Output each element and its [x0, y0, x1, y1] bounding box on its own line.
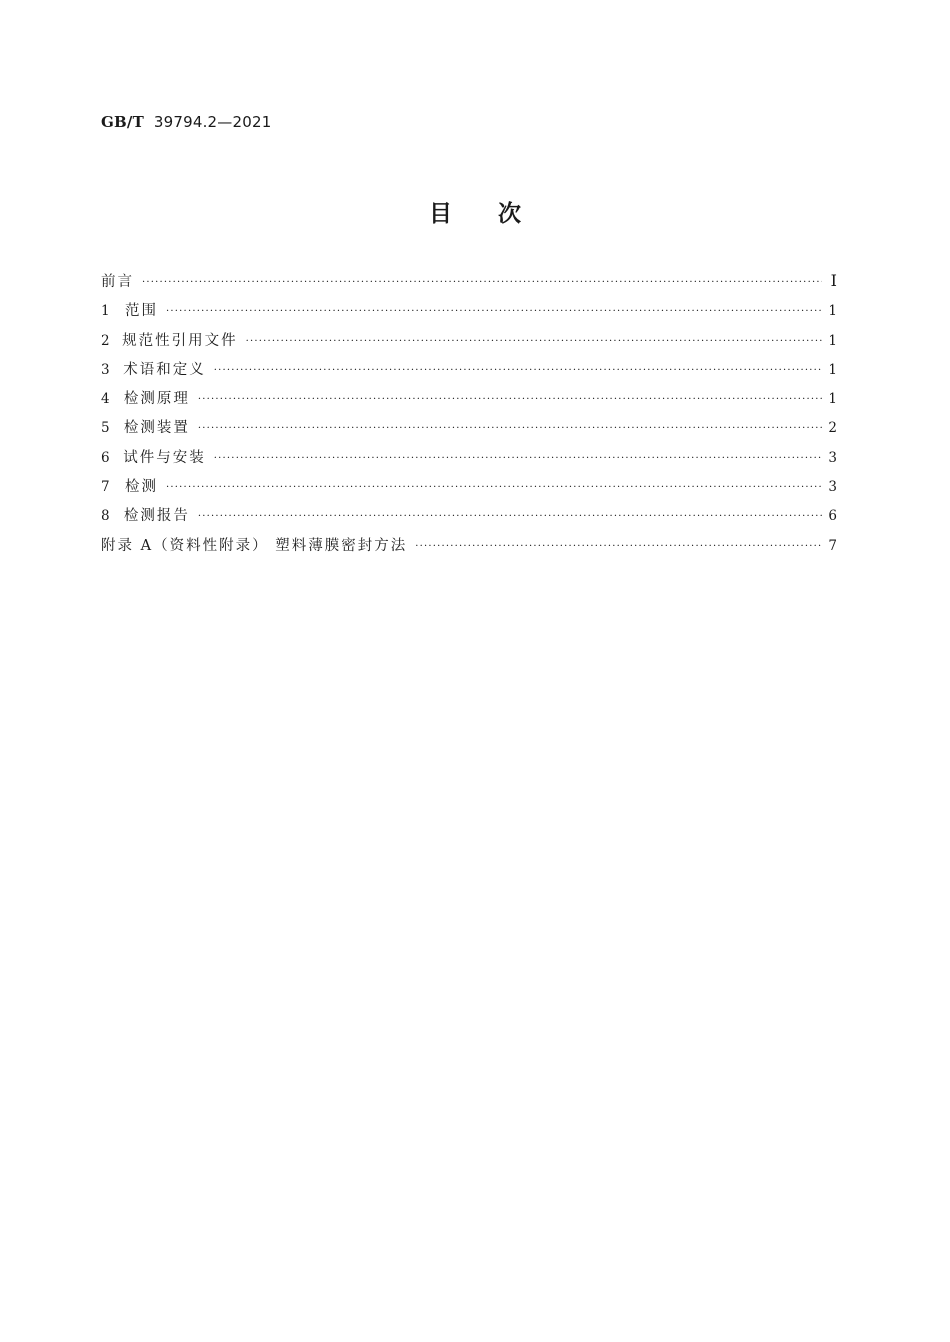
toc-page-number: 7 [828, 537, 837, 554]
toc-leader-dots [198, 511, 822, 522]
toc-row-1[interactable] [101, 299, 837, 328]
toc-section-number: 6 [101, 449, 110, 466]
toc-section-number: 2 [101, 332, 110, 349]
toc-page-number: 3 [828, 449, 837, 466]
toc-page-number: Ⅰ [830, 271, 837, 290]
toc-leader-dots [166, 482, 822, 493]
toc-section-number: 8 [101, 508, 110, 525]
toc-page-number: 1 [828, 332, 837, 349]
toc-row-3[interactable] [101, 358, 837, 387]
toc-leader-dots [214, 365, 822, 376]
toc-page-number: 1 [828, 391, 837, 408]
toc-section-number: 3 [101, 361, 110, 378]
toc-page-number: 2 [828, 420, 837, 437]
toc-row-7[interactable] [101, 475, 837, 504]
toc-row-6[interactable] [101, 446, 837, 475]
toc-section-number: 7 [101, 479, 110, 496]
toc-label: 术语和定义 [123, 361, 206, 378]
toc-page-number: 3 [828, 479, 837, 496]
toc-label: 检测报告 [123, 508, 190, 525]
page-title: 目次 [429, 201, 567, 227]
toc-label: 范围 [125, 303, 159, 320]
toc-page-number: 6 [828, 508, 837, 525]
table-of-contents [101, 270, 837, 563]
toc-page-number: 1 [828, 303, 837, 320]
standard-code [101, 113, 271, 131]
toc-section-number: 4 [101, 391, 110, 408]
standard-prefix: GB/T [101, 113, 144, 131]
toc-row-4[interactable] [101, 387, 837, 416]
toc-leader-dots [415, 541, 822, 552]
toc-row-5[interactable] [101, 416, 837, 445]
toc-leader-dots [198, 423, 822, 434]
toc-row-appendix-a[interactable] [101, 534, 837, 563]
toc-section-number: 5 [101, 420, 110, 437]
toc-label: 检测原理 [123, 391, 190, 408]
toc-label: 试件与安装 [123, 449, 206, 466]
toc-leader-dots [214, 453, 822, 464]
toc-row-2[interactable] [101, 329, 837, 358]
toc-label: 前言 [101, 274, 134, 290]
toc-label: 检测装置 [123, 420, 190, 437]
toc-leader-dots [246, 336, 822, 347]
toc-row-8[interactable] [101, 504, 837, 533]
toc-leader-dots [166, 306, 822, 317]
standard-number: 39794.2—2021 [153, 113, 272, 131]
toc-row-preface[interactable] [101, 270, 837, 299]
toc-label: 检测 [125, 479, 159, 496]
toc-label: 规范性引用文件 [122, 332, 238, 349]
toc-leader-dots [142, 277, 822, 288]
toc-leader-dots [198, 394, 822, 405]
toc-page-number: 1 [828, 361, 837, 378]
toc-label: 附录 A（资料性附录） 塑料薄膜密封方法 [101, 537, 408, 554]
toc-section-number: 1 [101, 303, 110, 320]
